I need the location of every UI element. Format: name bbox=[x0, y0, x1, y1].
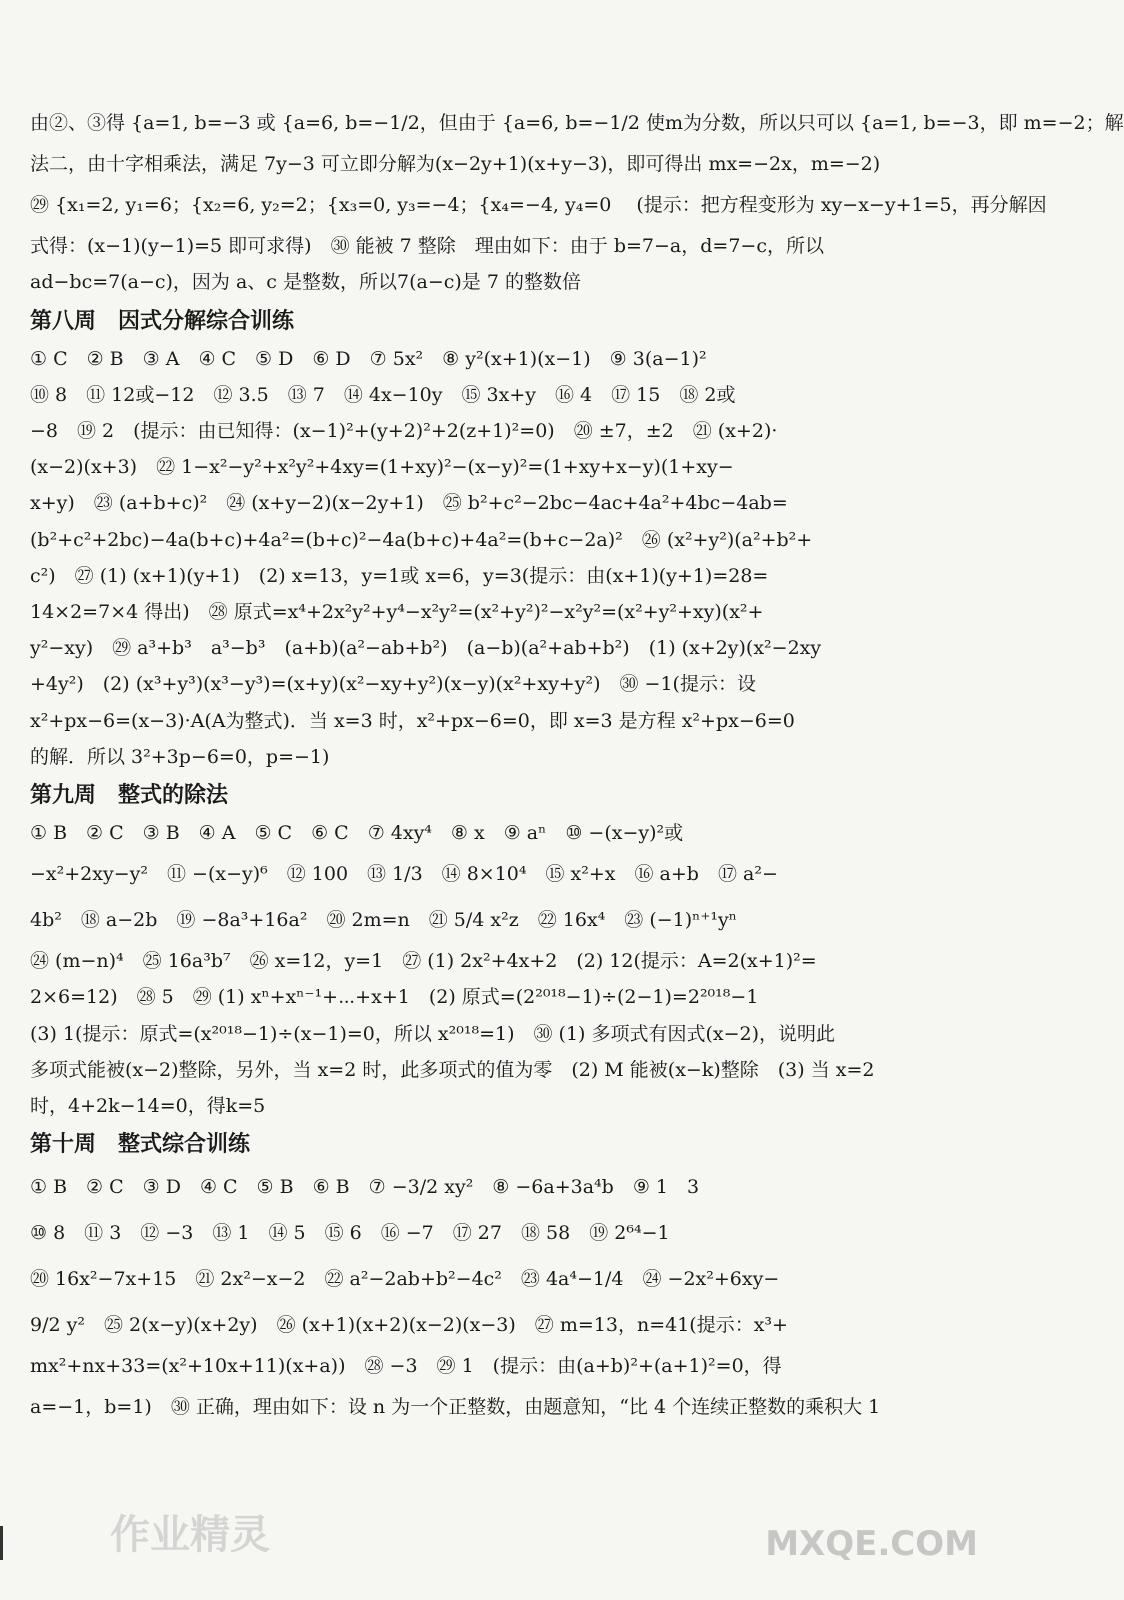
text-line: ㉙ {x₁=2, y₁=6；{x₂=6, y₂=2；{x₃=0, y₃=−4；{x₄=−4, y₄=0 (提示：把方程变形为 xy−x−y+1=5，再分解因 bbox=[30, 194, 1047, 217]
text-line: 9/2 y² ㉕ 2(x−y)(x+2y) ㉖ (x+1)(x+2)(x−2)(x−3) ㉗ m=13，n=41(提示：x³+ bbox=[30, 1314, 788, 1337]
text-line: 4b² ⑱ a−2b ⑲ −8a³+16a² ⑳ 2m=n ㉑ 5/4 x²z ㉒ 16x⁴ ㉓ (−1)ⁿ⁺¹yⁿ bbox=[30, 909, 737, 932]
intro-block bbox=[30, 100, 1124, 301]
site-watermark: MXQE.COM bbox=[765, 1524, 978, 1564]
text-line: ① B ② C ③ B ④ A ⑤ C ⑥ C ⑦ 4xy⁴ ⑧ x ⑨ aⁿ ⑩ −(x−y)²或 bbox=[30, 822, 684, 845]
text-line: x²+px−6=(x−3)·A(A为整式)．当 x=3 时，x²+px−6=0，即 x=3 是方程 x²+px−6=0 bbox=[30, 709, 795, 732]
section-heading-week9: 第九周 整式的除法 bbox=[30, 783, 229, 809]
text-line: 14×2=7×4 得出) ㉘ 原式=x⁴+2x²y²+y⁴−x²y²=(x²+y²)²−x²y²=(x²+y²+xy)(x²+ bbox=[30, 601, 764, 624]
text-line: ⑩ 8 ⑪ 3 ⑫ −3 ⑬ 1 ⑭ 5 ⑮ 6 ⑯ −7 ⑰ 27 ⑱ 58 ⑲ 2⁶⁴−1 bbox=[30, 1222, 670, 1245]
text-line: 时，4+2k−14=0，得k=5 bbox=[30, 1095, 266, 1118]
text-line: ① C ② B ③ A ④ C ⑤ D ⑥ D ⑦ 5x² ⑧ y²(x+1)(x−1) ⑨ 3(a−1)² bbox=[30, 347, 707, 370]
text-line: ad−bc=7(a−c)，因为 a、c 是整数，所以7(a−c)是 7 的整数倍 bbox=[30, 271, 581, 294]
text-line: 法二，由十字相乘法，满足 7y−3 可立即分解为(x−2y+1)(x+y−3)，即可得出 mx=−2x，m=−2) bbox=[30, 153, 881, 175]
text-line: 2×6=12) ㉘ 5 ㉙ (1) xⁿ+xⁿ⁻¹+⋯+x+1 (2) 原式=(2²⁰¹⁸−1)÷(2−1)=2²⁰¹⁸−1 bbox=[30, 986, 759, 1009]
section-week10 bbox=[30, 1164, 968, 1430]
text-line: ㉔ (m−n)⁴ ㉕ 16a³b⁷ ㉖ x=12，y=1 ㉗ (1) 2x²+4x+2 (2) 12(提示：A=2(x+1)²= bbox=[30, 950, 817, 973]
text-line: x+y) ㉓ (a+b+c)² ㉔ (x+y−2)(x−2y+1) ㉕ b²+c²−2bc−4ac+4a²+4bc−4ab= bbox=[30, 492, 788, 515]
text-line: y²−xy) ㉙ a³+b³ a³−b³ (a+b)(a²−ab+b²) (a−b)(a²+ab+b²) (1) (x+2y)(x²−2xy bbox=[30, 637, 822, 660]
text-line: (b²+c²+2bc)−4a(b+c)+4a²=(b+c)²−4a(b+c)+4a²=(b+c−2a)² ㉖ (x²+y²)(a²+b²+ bbox=[30, 528, 813, 551]
text-line: +4y²) (2) (x³+y³)(x³−y³)=(x+y)(x²−xy+y²)(x−y)(x²+xy+y²) ㉚ −1(提示：设 bbox=[30, 673, 756, 696]
watermark-logo: 作业精灵 bbox=[110, 1512, 270, 1558]
text-line: −x²+2xy−y² ⑪ −(x−y)⁶ ⑫ 100 ⑬ 1/3 ⑭ 8×10⁴ ⑮ x²+x ⑯ a+b ⑰ a²− bbox=[30, 863, 778, 886]
text-line: 式得：(x−1)(y−1)=5 即可求得) ㉚ 能被 7 整除 理由如下：由于 b=7−a，d=7−c，所以 bbox=[30, 235, 824, 258]
text-line: (3) 1(提示：原式=(x²⁰¹⁸−1)÷(x−1)=0，所以 x²⁰¹⁸=1) ㉚ (1) 多项式有因式(x−2)，说明此 bbox=[30, 1022, 836, 1045]
text-line: ① B ② C ③ D ④ C ⑤ B ⑥ B ⑦ −3/2 xy² ⑧ −6a+3a⁴b ⑨ 1 3 bbox=[30, 1176, 700, 1199]
text-line: a=−1，b=1) ㉚ 正确，理由如下：设 n 为一个正整数，由题意知，“比 4 个连续正整数的乘积大 1 bbox=[30, 1396, 881, 1419]
text-line: ⑳ 16x²−7x+15 ㉑ 2x²−x−2 ㉒ a²−2ab+b²−4c² ㉓ 4a⁴−1/4 ㉔ −2x²+6xy− bbox=[30, 1268, 780, 1291]
section-heading-week10: 第十周 整式综合训练 bbox=[30, 1132, 251, 1158]
text-line: 由②、③得 {a=1, b=−3 或 {a=6, b=−1/2，但由于 {a=6, b=−1/2 使m为分数，所以只可以 {a=1, b=−3，即 m=−2；解 bbox=[30, 112, 1124, 134]
section-heading-week8: 第八周 因式分解综合训练 bbox=[30, 308, 295, 334]
section-week8 bbox=[30, 341, 968, 775]
section-week9 bbox=[30, 815, 968, 1124]
text-line: (x−2)(x+3) ㉒ 1−x²−y²+x²y²+4xy=(1+xy)²−(x−y)²=(1+xy+x−y)(1+xy− bbox=[30, 456, 734, 479]
page-edge-mark bbox=[0, 1526, 11, 1560]
text-line: −8 ⑲ 2 (提示：由已知得：(x−1)²+(y+2)²+2(z+1)²=0) ⑳ ±7，±2 ㉑ (x+2)· bbox=[30, 420, 778, 443]
text-line: c²) ㉗ (1) (x+1)(y+1) (2) x=13，y=1或 x=6，y=3(提示：由(x+1)(y+1)=28= bbox=[30, 564, 769, 587]
text-line: ⑩ 8 ⑪ 12或−12 ⑫ 3.5 ⑬ 7 ⑭ 4x−10y ⑮ 3x+y ⑯ 4 ⑰ 15 ⑱ 2或 bbox=[30, 383, 736, 406]
text-line: 多项式能被(x−2)整除，另外，当 x=2 时，此多项式的值为零 (2) M 能被(x−k)整除 (3) 当 x=2 bbox=[30, 1058, 875, 1081]
text-line: 的解．所以 3²+3p−6=0，p=−1) bbox=[30, 745, 330, 768]
text-line: mx²+nx+33=(x²+10x+11)(x+a)) ㉘ −3 ㉙ 1 (提示：由(a+b)²+(a+1)²=0，得 bbox=[30, 1355, 782, 1378]
